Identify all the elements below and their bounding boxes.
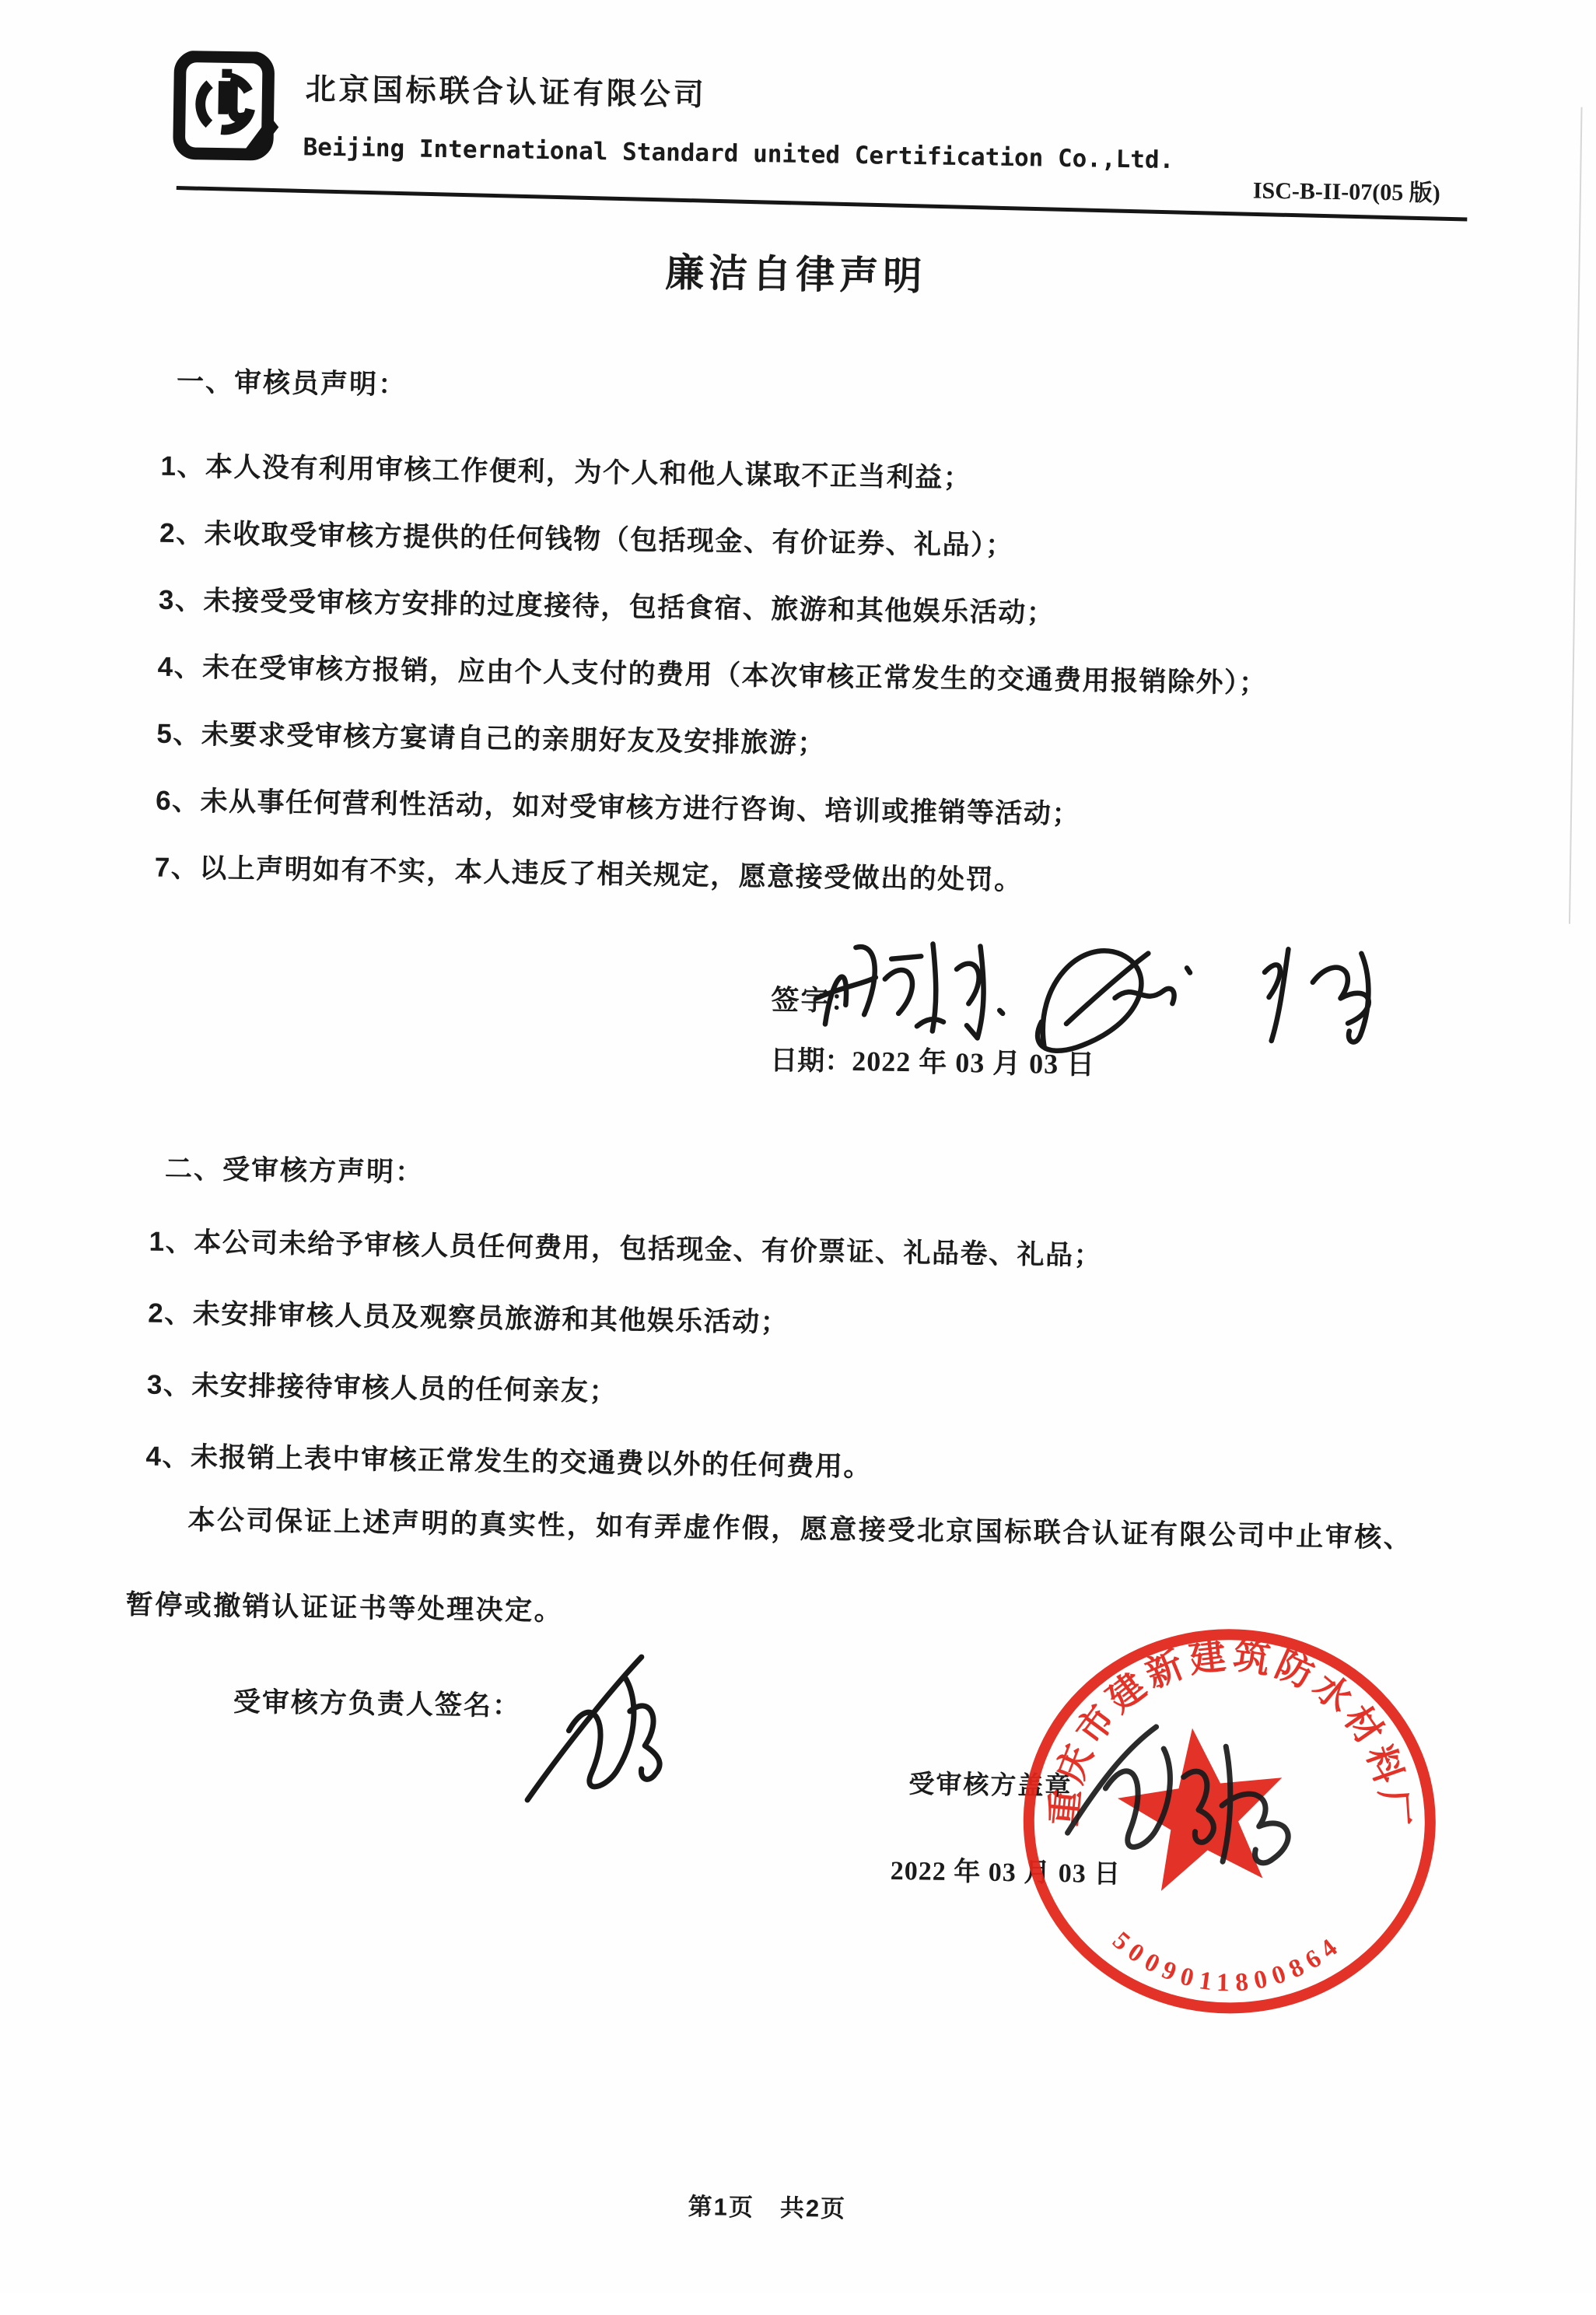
rep-signature [510, 1634, 700, 1831]
doc-code: ISC-B-II-07(05 版) [1252, 177, 1440, 207]
auditor-sign-label: 签字： [771, 983, 860, 1017]
statement-item: 1、本公司未给予审核人员任何费用，包括现金、有价票证、礼品卷、礼品； [149, 1226, 1103, 1271]
statement-item: 6、未从事任何营利性活动，如对受审核方进行咨询、培训或推销等活动； [155, 785, 1081, 830]
seal-number-text: 5009011800864 [1107, 1926, 1349, 1998]
auditee-statement-list [145, 1207, 1486, 1512]
statement-item: 3、未安排接待审核人员的任何亲友； [146, 1369, 618, 1407]
auditor-statement-list [154, 433, 1498, 921]
scan-edge-artifact [1569, 107, 1583, 924]
statement-item: 5、未要求受审核方宴请自己的亲朋好友及安排旅游； [156, 718, 827, 759]
rep-sign-label: 受审核方负责人签名： [233, 1686, 522, 1721]
statement-item: 4、未报销上表中审核正常发生的交通费以外的任何费用。 [145, 1441, 873, 1483]
auditor-date-value: 2022 年 03 月 03 日 [851, 1045, 1096, 1080]
auditor-date-row [770, 1038, 1096, 1082]
auditor-date-label: 日期： [769, 1045, 852, 1077]
statement-item: 2、未安排审核人员及观察员旅游和其他娱乐活动； [148, 1298, 789, 1338]
company-seal [997, 1606, 1462, 2037]
auditee-pledge-paragraph: 本公司保证上述声明的真实性，如有弄虚作假，愿意接受北京国标联合认证有限公司中止审核、暂停或撤销认证证书等处理决定。 [125, 1504, 1413, 1627]
stamp-label: 受审核方盖章 [908, 1769, 1073, 1801]
company-name-en: Beijing International Standard united Certification Co.,Ltd. [303, 133, 1174, 175]
statement-item: 3、未接受受审核方安排的过度接待，包括食宿、旅游和其他娱乐活动； [158, 584, 1055, 629]
seal-company-text: 重庆市建新建筑防水材料厂 [1042, 1634, 1417, 1833]
statement-item: 1、本人没有利用审核工作便利，为个人和他人谋取不正当利益； [160, 450, 972, 494]
stamp-date: 2022 年 03 月 03 日 [890, 1856, 1122, 1889]
company-name-cn: 北京国标联合认证有限公司 [305, 72, 707, 113]
page-footer: 第1页 共2页 [688, 2193, 847, 2223]
auditor-signature-2 [1038, 950, 1191, 1052]
statement-item: 7、以上声明如有不实，本人违反了相关规定，愿意接受做出的处罚。 [154, 852, 1023, 896]
auditor-signature-3 [1264, 949, 1370, 1042]
statement-item: 2、未收取受审核方提供的任何钱物（包括现金、有价证券、礼品）； [159, 517, 1014, 562]
auditor-section-heading: 一、审核员声明： [176, 366, 408, 401]
page-title: 廉洁自律声明 [664, 250, 927, 299]
auditor-signature-1 [816, 942, 1004, 1038]
statement-item: 4、未在受审核方报销，应由个人支付的费用（本次审核正常发生的交通费用报销除外）； [157, 651, 1268, 699]
company-logo-icon [172, 51, 284, 163]
auditee-section-heading: 二、受审核方声明： [164, 1153, 425, 1188]
